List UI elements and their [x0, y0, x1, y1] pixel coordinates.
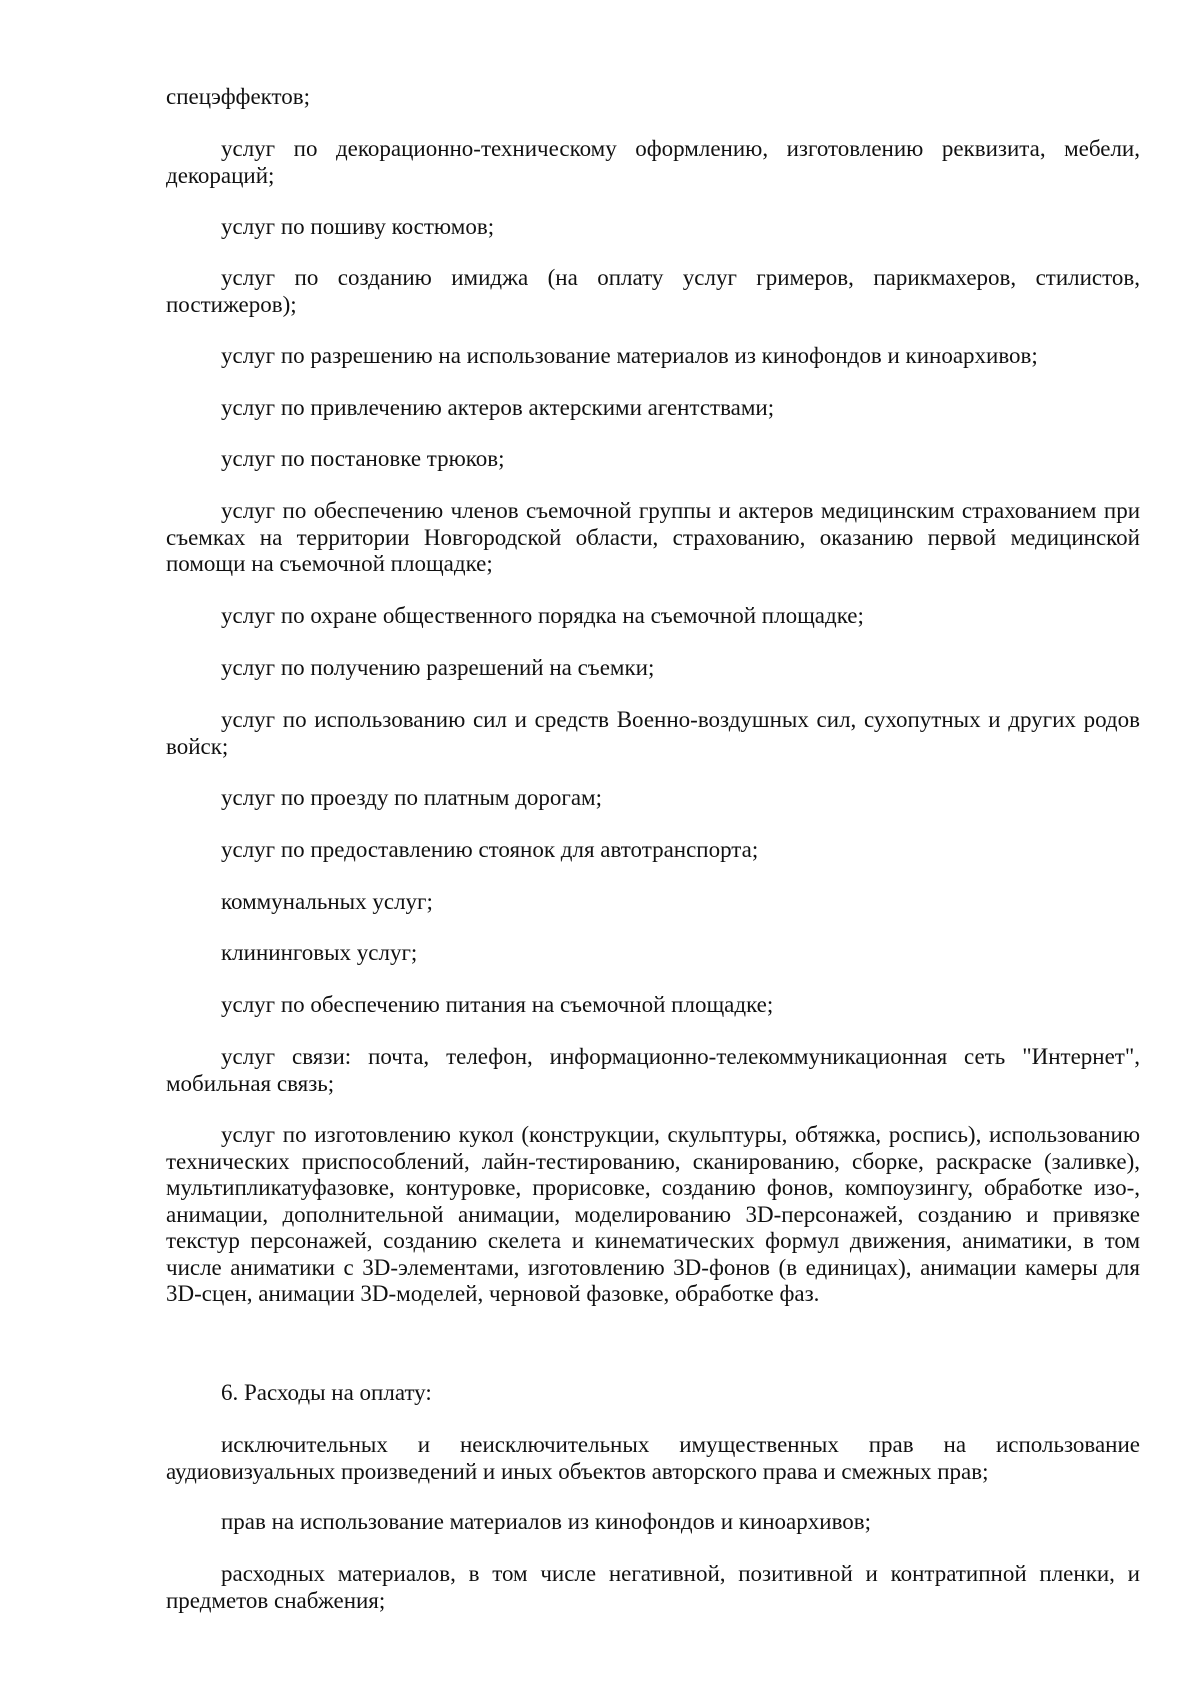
paragraph-7: услуг по постановке трюков;: [221, 446, 505, 471]
paragraph-9: услуг по охране общественного порядка на съемочной площадке;: [221, 603, 864, 628]
paragraph-2: услуг по декорационно-техническому оформлению, изготовлению реквизита, мебели, декораций;: [166, 136, 1140, 188]
paragraph-12: услуг по проезду по платным дорогам;: [221, 785, 602, 810]
paragraph-20: исключительных и неисключительных имущественных прав на использование аудиовизуальных произведений и иных объектов авторского права и смежных прав;: [166, 1432, 1140, 1484]
paragraph-3: услуг по пошиву костюмов;: [221, 214, 495, 239]
paragraph-16: услуг по обеспечению питания на съемочной площадке;: [221, 992, 774, 1017]
paragraph-17: услуг связи: почта, телефон, информационно-телекоммуникационная сеть "Интернет", мобильная связь;: [166, 1044, 1140, 1096]
paragraph-6: услуг по привлечению актеров актерскими агентствами;: [221, 395, 775, 420]
paragraph-1: спецэффектов;: [166, 84, 311, 109]
paragraph-5: услуг по разрешению на использование материалов из кинофондов и киноархивов;: [221, 343, 1038, 368]
paragraph-10: услуг по получению разрешений на съемки;: [221, 655, 655, 680]
section-heading: 6. Расходы на оплату:: [221, 1380, 432, 1405]
paragraph-22: расходных материалов, в том числе негативной, позитивной и контратипной пленки, и предметов снабжения;: [166, 1561, 1140, 1613]
paragraph-13: услуг по предоставлению стоянок для автотранспорта;: [221, 837, 759, 862]
paragraph-18: услуг по изготовлению кукол (конструкции, скульптуры, обтяжка, роспись), использованию технических приспособлений, лайн-тестированию, сканированию, сборке, раскраске (заливке), мультипликатуфазовке, контуровке, прорисовке, созданию фонов, компоузингу, обработке изо-, анимации, дополнительной анимации, моделированию 3D-персонажей, созданию и привязке текстур персонажей, созданию скелета и кинематических формул движения, аниматики, в том числе аниматики с 3D-элементами, изготовлению 3D-фонов (в единицах), анимации камеры для 3D-сцен, анимации 3D-моделей, черновой фазовке, обработке фаз.: [166, 1122, 1140, 1306]
paragraph-15: клининговых услуг;: [221, 940, 418, 965]
paragraph-8: услуг по обеспечению членов съемочной группы и актеров медицинским страхованием при съемках на территории Новгородской области, страхованию, оказанию первой медицинской помощи на съемочной площадке;: [166, 498, 1140, 576]
paragraph-14: коммунальных услуг;: [221, 889, 433, 914]
paragraph-11: услуг по использованию сил и средств Военно-воздушных сил, сухопутных и других родов войск;: [166, 707, 1140, 759]
paragraph-4: услуг по созданию имиджа (на оплату услуг гримеров, парикмахеров, стилистов, постижеров);: [166, 265, 1140, 317]
paragraph-21: прав на использование материалов из кинофондов и киноархивов;: [221, 1509, 872, 1534]
